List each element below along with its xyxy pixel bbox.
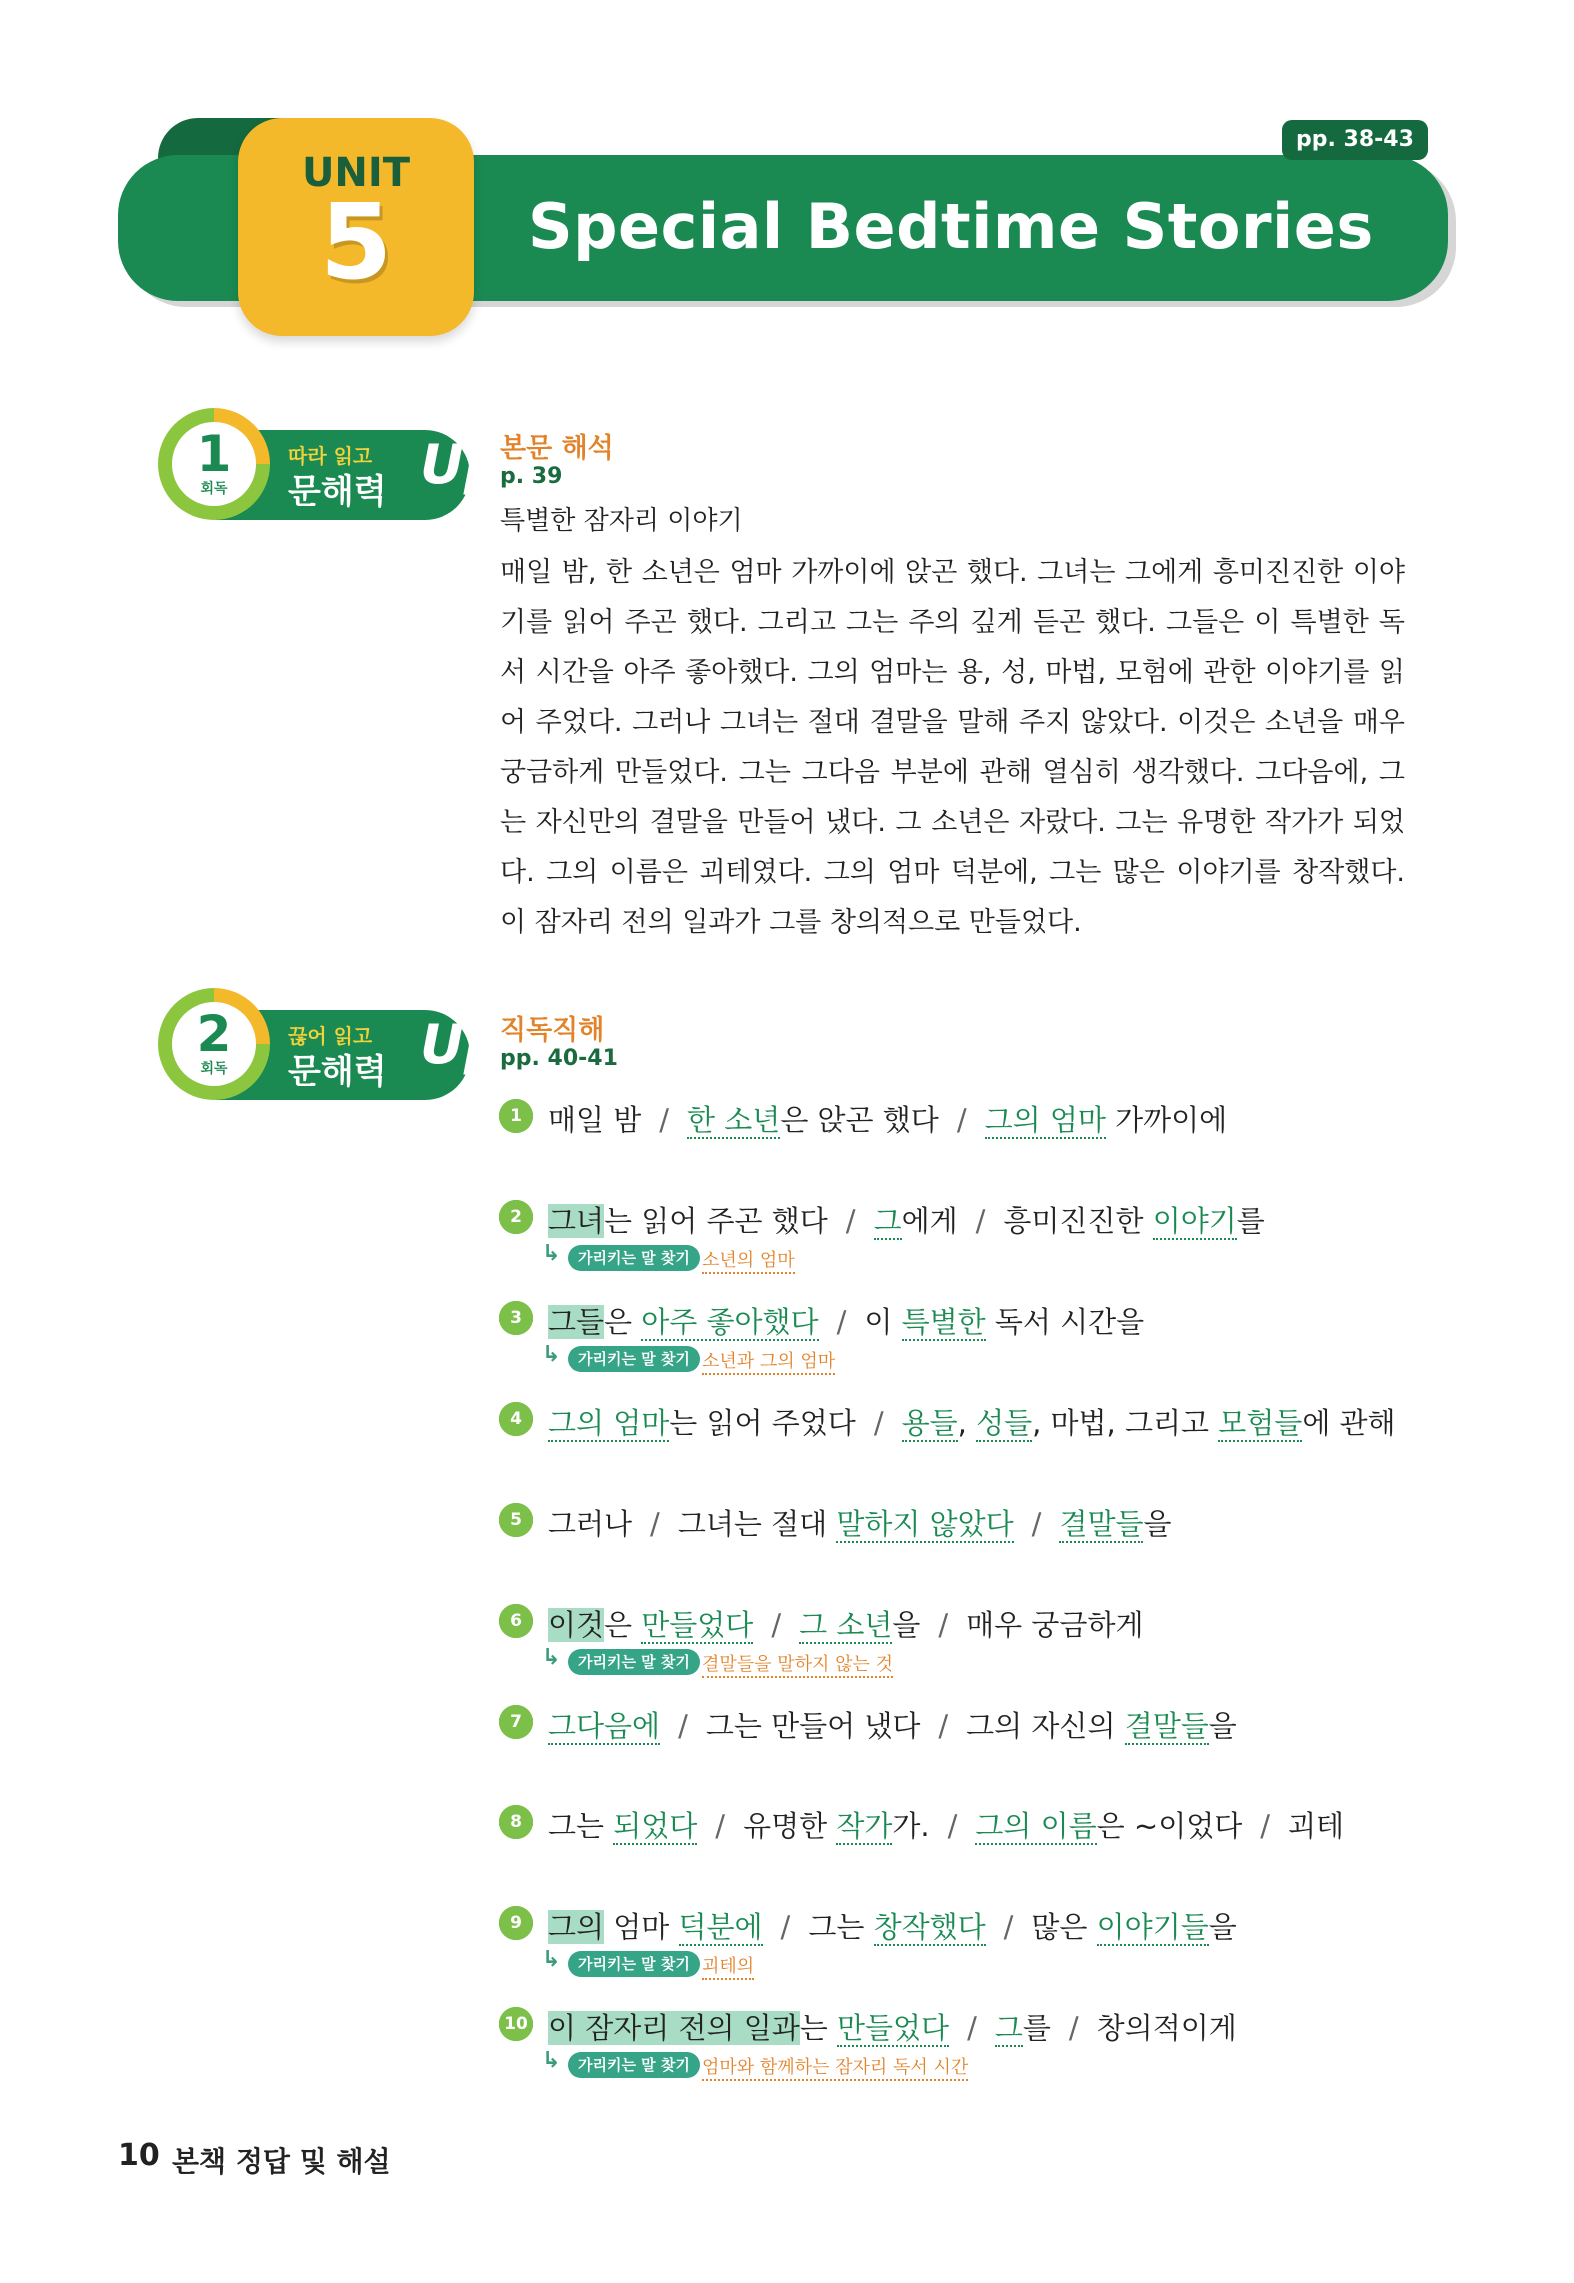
sentence-number-icon: 2	[500, 1201, 532, 1233]
chunk-separator: /	[938, 1608, 949, 1642]
chunk-text: 은	[604, 1305, 642, 1339]
chunk-separator: /	[678, 1709, 688, 1743]
page-title: Special Bedtime Stories	[528, 190, 1374, 263]
sentence-line	[548, 1804, 1344, 1845]
chunk-separator: /	[947, 1809, 958, 1843]
chunk-text: 을	[1208, 1709, 1237, 1743]
chunk-text: 많은	[1031, 1910, 1097, 1944]
chunk-text: 유명한	[743, 1809, 837, 1843]
chunk-text: 매일 밤	[548, 1103, 642, 1137]
sentence-line	[548, 2006, 1237, 2047]
section1-badge	[158, 408, 503, 520]
arrow-icon: ↳	[542, 1241, 561, 1266]
arrow-icon: ↳	[542, 1947, 561, 1972]
reference-answer: 엄마와 함께하는 잠자리 독서 시간	[702, 2053, 968, 2081]
chunk-separator: /	[1003, 1910, 1014, 1944]
chunk-text: 독서 시간을	[985, 1305, 1145, 1339]
chunk-text: 이	[864, 1305, 902, 1339]
badge-up: Up	[420, 1013, 503, 1076]
sentence-number-icon: 8	[500, 1806, 532, 1838]
reference-answer: 괴테의	[702, 1952, 754, 1980]
badge-main: 문해력	[288, 472, 387, 512]
chunk-separator: /	[771, 1608, 782, 1642]
reference-answer: 소년의 엄마	[702, 1246, 795, 1274]
chunk-text: 그녀는 절대	[677, 1507, 837, 1541]
badge-hoe: 회독	[200, 481, 228, 497]
sentence-line	[548, 1300, 1144, 1341]
badge-hoe: 회독	[200, 1061, 228, 1077]
reference-label: 가리키는 말 찾기	[568, 2052, 700, 2078]
chunk-text: 는	[799, 2011, 838, 2045]
chunk-separator: /	[956, 1103, 967, 1137]
chunk-text: 그의 엄마	[984, 1103, 1106, 1137]
sentence-line	[548, 1401, 1396, 1442]
badge-number: 2	[196, 1005, 232, 1063]
chunk-text: 그 소년	[799, 1608, 893, 1642]
chunk-text: 는 읽어 주곤 했다	[604, 1204, 828, 1238]
arrow-icon: ↳	[542, 1645, 561, 1670]
sentence-line	[548, 1603, 1143, 1644]
badge-up: Up	[420, 433, 503, 496]
chunk-text: 용들	[901, 1406, 958, 1440]
chunk-separator: /	[1068, 2011, 1079, 2045]
chunk-text: 아주 좋아했다	[641, 1305, 819, 1339]
chunk-text: 한 소년	[687, 1103, 781, 1137]
story-title: 특별한 잠자리 이야기	[500, 506, 743, 536]
chunk-text: 매우 궁금하게	[966, 1608, 1144, 1642]
sentence-number-icon: 6	[500, 1605, 532, 1637]
sentence-number-icon: 3	[500, 1302, 532, 1334]
pages-tag: pp. 38-43	[1282, 120, 1428, 160]
chunk-text: 이것	[548, 1608, 605, 1642]
chunk-text: 덕분에	[678, 1910, 763, 1944]
arrow-icon: ↳	[542, 1342, 561, 1367]
chunk-separator: /	[836, 1305, 847, 1339]
section2-page: pp. 40-41	[500, 1046, 618, 1071]
chunk-text: 창작했다	[873, 1910, 986, 1944]
unit-label: UNIT	[301, 150, 411, 196]
sentence-number-icon: 5	[500, 1504, 532, 1536]
chunk-text: 그러나	[548, 1507, 633, 1541]
chunk-text: 에게	[901, 1204, 958, 1238]
reference-label: 가리키는 말 찾기	[568, 1346, 700, 1372]
chunk-text: 가.	[892, 1809, 930, 1843]
chunk-text: 괴테	[1288, 1809, 1345, 1843]
chunk-separator: /	[650, 1507, 660, 1541]
chunk-text: 그	[994, 2011, 1023, 2045]
chunk-separator: /	[659, 1103, 670, 1137]
badge-number: 1	[196, 425, 232, 483]
chunk-text: 그는 만들어 냈다	[705, 1709, 921, 1743]
chunk-text: 결말들	[1124, 1709, 1209, 1743]
sentence-number-icon: 9	[500, 1907, 532, 1939]
sentence-line	[548, 1704, 1237, 1745]
chunk-text: 창의적이게	[1096, 2011, 1237, 2045]
chunk-separator: /	[873, 1406, 884, 1440]
reference-label: 가리키는 말 찾기	[568, 1649, 700, 1675]
sentence-number-icon: 10	[500, 2008, 532, 2040]
chunk-text: 흥미진진한	[1003, 1204, 1153, 1238]
footer-text: 본책 정답 및 해설	[172, 2145, 391, 2178]
reference-label: 가리키는 말 찾기	[568, 1245, 700, 1271]
chunk-text: 를	[1022, 2011, 1051, 2045]
chunk-text: 가까이에	[1105, 1103, 1228, 1137]
reference-label: 가리키는 말 찾기	[568, 1951, 700, 1977]
chunk-text: 는 읽어 주었다	[669, 1406, 856, 1440]
badge-sub: 끊어 읽고	[288, 1024, 373, 1048]
unit-number: 5	[319, 181, 393, 303]
chunk-text: 되었다	[613, 1809, 698, 1843]
chunk-text: 이 잠자리 전의 일과	[548, 2011, 800, 2045]
chunk-separator: /	[975, 1204, 986, 1238]
chunk-text: 을	[1208, 1910, 1237, 1944]
sentence-line	[548, 1905, 1237, 1946]
section1-heading: 본문 해석	[500, 433, 614, 464]
chunk-separator: /	[1031, 1507, 1042, 1541]
reference-answer: 결말들을 말하지 않는 것	[702, 1650, 893, 1678]
chunk-text: 그는	[548, 1809, 614, 1843]
chunk-text: , 마법, 그리고	[1032, 1406, 1219, 1440]
reference-answer: 소년과 그의 엄마	[702, 1347, 835, 1375]
arrow-icon: ↳	[542, 2048, 561, 2073]
chunk-text: 말하지 않았다	[836, 1507, 1014, 1541]
chunk-text: 그다음에	[548, 1709, 661, 1743]
chunk-text: 그녀	[548, 1204, 605, 1238]
sentence-line	[548, 1098, 1227, 1139]
chunk-text: 결말들	[1059, 1507, 1144, 1541]
chunk-text: 그	[873, 1204, 902, 1238]
translation-body: 매일 밤, 한 소년은 엄마 가까이에 앉곤 했다. 그녀는 그에게 흥미진진한 이야기를 읽어 주곤 했다. 그리고 그는 주의 깊게 듣곤 했다. 그들은 이 특별한 독서 시간을 아주 좋아했다. 그의 엄마는 용, 성, 마법, 모험에 관한 이야기를 읽어 주었다. 그러나 그녀는 절대 결말을 말해 주지 않았다. 이것은 소년을 매우 궁금하게 만들었다. 그는 그다음 부분에 관해 열심히 생각했다. 그다음에, 그는 자신만의 결말을 만들어 냈다. 그 소년은 자랐다. 그는 유명한 작가가 되었다. 그의 이름은 괴테였다. 그의 엄마 덕분에, 그는 많은 이야기를 창작했다. 이 잠자리 전의 일과가 그를 창의적으로 만들었다.	[500, 557, 1405, 938]
chunk-separator: /	[845, 1204, 856, 1238]
chunk-text: ,	[957, 1406, 977, 1440]
chunk-text: 작가	[836, 1809, 893, 1843]
chunk-text: 특별한	[901, 1305, 986, 1339]
chunk-text: 을	[1143, 1507, 1172, 1541]
chunk-separator: /	[780, 1910, 791, 1944]
chunk-text: 모험들	[1218, 1406, 1303, 1440]
chunk-separator: /	[715, 1809, 726, 1843]
chunk-text: 은 ~이었다	[1096, 1809, 1243, 1843]
sentence-number-icon: 4	[500, 1403, 532, 1435]
chunk-text: 그의	[548, 1910, 605, 1944]
chunk-text: 성들	[976, 1406, 1033, 1440]
chunk-separator: /	[1260, 1809, 1271, 1843]
section2-heading: 직독직해	[500, 1015, 605, 1046]
chunk-text: 은	[604, 1608, 642, 1642]
section2-badge	[158, 988, 503, 1100]
chunk-text: 만들었다	[837, 2011, 950, 2045]
badge-sub: 따라 읽고	[288, 444, 373, 468]
chunk-text: 그의 엄마	[548, 1406, 670, 1440]
chunk-text: 그들	[548, 1305, 605, 1339]
chunk-text: 를	[1236, 1204, 1265, 1238]
chunk-text: 그의 자신의	[966, 1709, 1125, 1743]
chunk-separator: /	[938, 1709, 949, 1743]
section1-page: p. 39	[500, 464, 563, 489]
chunk-text: 그는	[808, 1910, 874, 1944]
sentence-line	[548, 1502, 1172, 1543]
chunk-text: 만들었다	[641, 1608, 754, 1642]
chunk-text: 그의 이름	[975, 1809, 1097, 1843]
chunk-separator: /	[967, 2011, 977, 2045]
sentence-number-icon: 7	[500, 1706, 532, 1738]
chunk-text: 엄마	[604, 1910, 679, 1944]
chunk-text: 이야기	[1152, 1204, 1237, 1238]
page-number: 10	[118, 2138, 160, 2173]
chunk-text: 에 관해	[1302, 1406, 1396, 1440]
chunk-text: 이야기들	[1096, 1910, 1209, 1944]
badge-main: 문해력	[288, 1052, 387, 1092]
chunk-text: 을	[892, 1608, 921, 1642]
chunk-text: 은 앉곤 했다	[780, 1103, 939, 1137]
sentence-number-icon: 1	[500, 1100, 532, 1132]
sentence-line	[548, 1199, 1265, 1240]
